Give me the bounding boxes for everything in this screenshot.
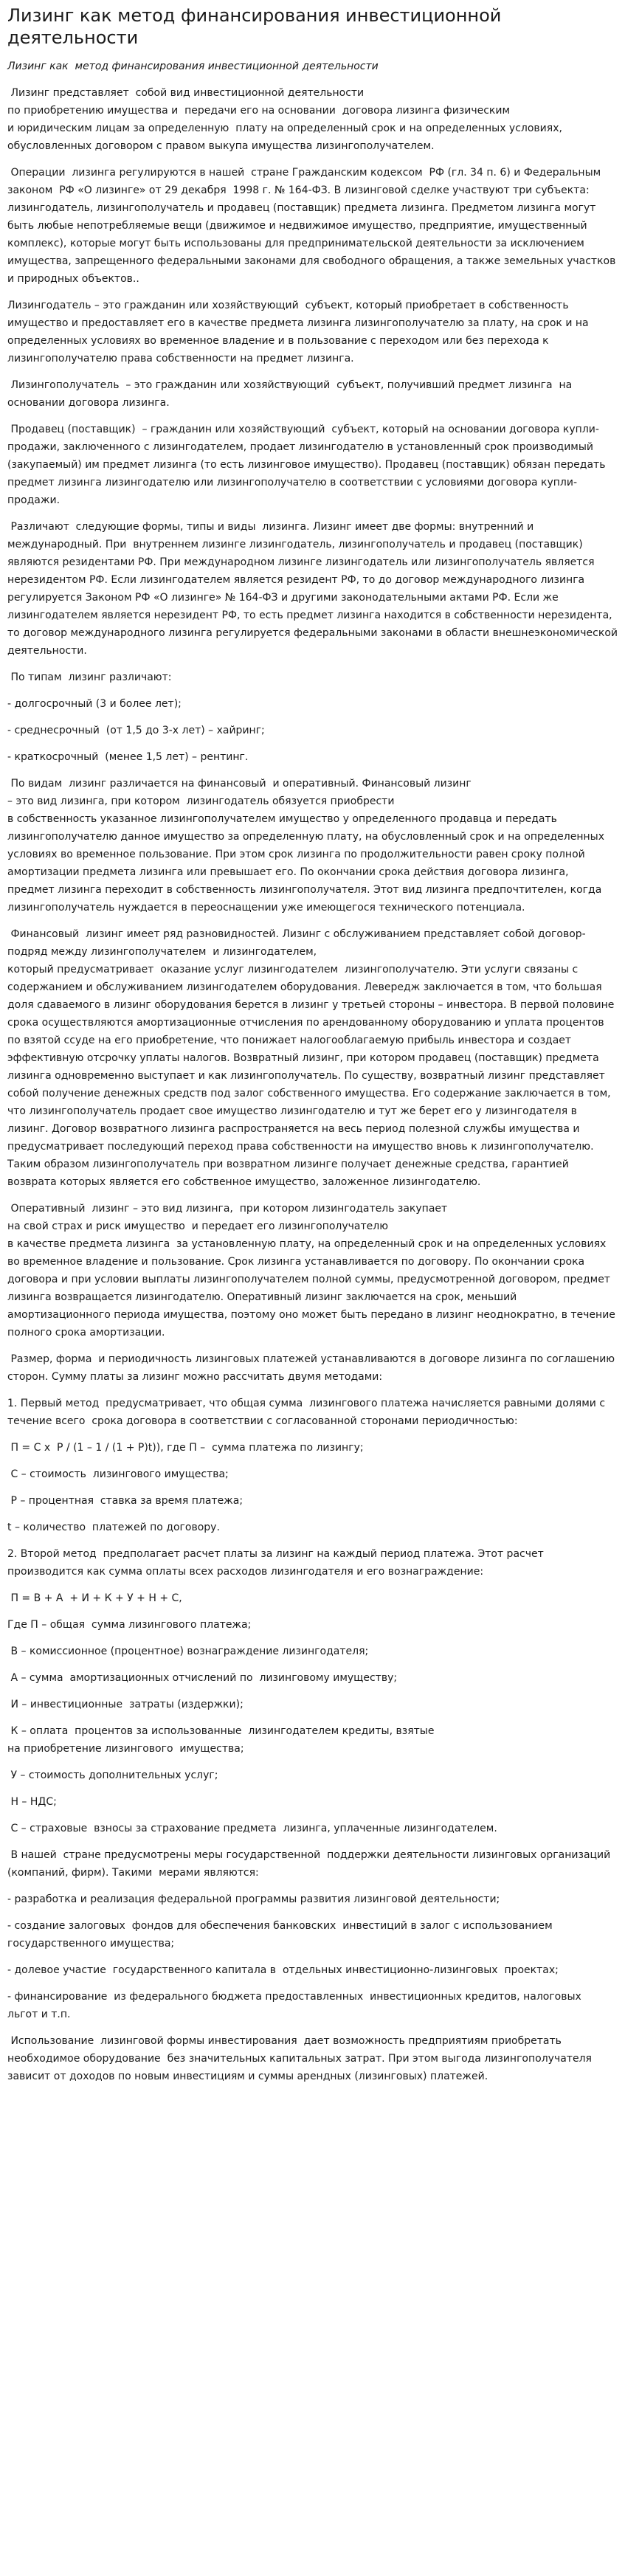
article-paragraph: - создание залоговых фондов для обеспечения банковских инвестиций в залог с использованием государственного имущества; (7, 1920, 559, 1950)
page-title: Лизинг как метод финансирования инвестиционной деятельности (7, 5, 502, 48)
article-paragraph: И – инвестиционные затраты (издержки); (7, 1699, 244, 1710)
article-subtitle: Лизинг как метод финансирования инвестиционной деятельности (7, 61, 379, 72)
article-paragraph: - долевое участие государственного капитала в отдельных инвестиционно-лизинговых проектах; (7, 1964, 559, 1976)
article-paragraph: По видам лизинг различается на финансовый и оперативный. Финансовый лизинг – это вид лизинга, при котором лизингодатель обязуется приобрести в собственность указанное лизингополучателем имущество у определенного продавца и передать лизингополучателю данное имущество за определенную плату, на обусловленный срок и на определенных условиях во временное пользование. При этом срок лизинга по продолжительности равен сроку полной амортизации предмета лизинга или превышает его. По окончании срока действия договора лизинга, предмет лизинга переходит в собственность лизингополучателя. Этот вид лизинга предпочтителен, когда лизингополучатель нуждается в переоснащении уже имеющегося технического потенциала. (7, 778, 604, 914)
article-paragraph: Н – НДС; (7, 1796, 57, 1808)
article-paragraph: Лизингодатель – это гражданин или хозяйствующий субъект, который приобретает в собственность имущество и предоставляет его в качестве предмета лизинга лизингополучателю за плату, на срок и на определенных условиях во временное владение и в пользование с переходом или без перехода к лизингополучателю права собственности на предмет лизинга. (7, 300, 593, 365)
article-paragraph: Оперативный лизинг – это вид лизинга, при котором лизингодатель закупает на свой страх и риск имущество и передает его лизингополучателю в качестве предмета лизинга за установленную плату, на определенный срок и на определенных условиях во временное владение и пользование. Срок лизинга устанавливается по договору. По окончании срока договора и при условии выплаты лизингополучателем полной суммы, предусмотренной договором, предмет лизинга возвращается лизингодателю. Оперативный лизинг заключается на срок, меньший амортизационного периода имущества, поэтому оно может быть передано в лизинг неоднократно, в течение полного срока амортизации. (7, 1203, 615, 1339)
article-paragraph: В – комиссионное (процентное) вознаграждение лизингодателя; (7, 1646, 369, 1657)
article-paragraph: - краткосрочный (менее 1,5 лет) – рентинг. (7, 751, 249, 763)
article-paragraph: t – количество платежей по договору. (7, 1522, 220, 1533)
article-paragraph: С – страховые взносы за страхование предмета лизинга, уплаченные лизингодателем. (7, 1823, 497, 1834)
article-paragraph: П = С х Р / (1 – 1 / (1 + Р)t)), где П – сумма платежа по лизингу; (7, 1442, 364, 1454)
article-paragraph: В нашей стране предусмотрены меры государственной поддержки деятельности лизинговых организаций (компаний, фирм). Такими мерами являются: (7, 1849, 614, 1879)
article-paragraph: По типам лизинг различают: (7, 671, 172, 683)
article-paragraph: С – стоимость лизингового имущества; (7, 1468, 229, 1480)
article-paragraph: К – оплата процентов за использованные лизингодателем кредиты, взятые на приобретение лизингового имущества; (7, 1725, 435, 1755)
article-paragraph: 2. Второй метод предполагает расчет платы за лизинг на каждый период платежа. Этот расчет производится как сумма оплаты всех расходов лизингодателя и его вознаграждение: (7, 1548, 548, 1578)
article-paragraph: Где П – общая сумма лизингового платежа; (7, 1619, 252, 1631)
article-paragraph: - среднесрочный (от 1,5 до 3-х лет) – хайринг; (7, 725, 265, 736)
article-paragraph: Финансовый лизинг имеет ряд разновидностей. Лизинг с обслуживанием представляет собой договор-подряд между лизингополучателем и лизингодателем, который предусматривает оказание услуг лизингодателем лизингополучателю. Эти услуги связаны с содержанием и обслуживанием лизингодателем оборудования. Левередж заключается в том, что большая доля сдаваемого в лизинг оборудования берется в лизинг у третьей стороны – инвестора. В первой половине срока осуществляются амортизационные отчисления по арендованному оборудованию и уплата процентов по взятой ссуде на его приобретение, что понижает налогооблагаемую прибыль инвестора и создает эффективную отсрочку уплаты налогов. Возвратный лизинг, при котором продавец (поставщик) предмета лизинга одновременно выступает и как лизингополучатель. По существу, возвратный лизинг представляет собой получение денежных средств под залог собственного имущества. Его содержание заключается в том, что лизингополучатель продает свое имущество лизингодателю и тут же берет его у лизингодателя в лизинг. Договор возвратного лизинга распространяется на весь период полезной службы имущества и предусматривает последующий переход права собственности на имущество вновь к лизингополучателю. Таким образом лизингополучатель при возвратном лизинге получает денежные средства, гарантией возврата которых является его собственное имущество, заложенное лизингодателю. (7, 928, 615, 1188)
article-paragraph: - финансирование из федерального бюджета предоставленных инвестиционных кредитов, налоговых льгот и т.п. (7, 1991, 588, 2020)
article-paragraph: П = В + А + И + К + У + Н + С, (7, 1592, 182, 1604)
article-body (7, 84, 621, 2085)
article-paragraph: 1. Первый метод предусматривает, что общая сумма лизингового платежа начисляется равными долями с течение всего срока договора в соответствии с согласованной сторонами периодичностью: (7, 1398, 609, 1427)
article-paragraph: Различают следующие формы, типы и виды лизинга. Лизинг имеет две формы: внутренний и международный. При внутреннем лизинге лизингодатель, лизингополучатель и продавец (поставщик) являются резидентами РФ. При международном лизинге лизингодатель или лизингополучатель является нерезидентом РФ. Если лизингодателем является резидент РФ, то до договор международного лизинга регулируется Законом РФ «О лизинге» № 164-ФЗ и другими законодательными актами РФ. Если же лизингодателем является нерезидент РФ, то есть предмет лизинга находится в собственности нерезидента, то договор международного лизинга регулируется федеральными законами в области внешнеэкономической деятельности. (7, 521, 621, 657)
article-paragraph: А – сумма амортизационных отчислений по лизинговому имуществу; (7, 1672, 398, 1684)
article-paragraph: Продавец (поставщик) – гражданин или хозяйствующий субъект, который на основании договора купли-продажи, заключенного с лизингодателем, продает лизингодателю в установленный срок производимый (закупаемый) им предмет лизинга (то есть лизинговое имущество). Продавец (поставщик) обязан передать предмет лизинга лизингодателю или лизингополучателю в соответствии с условиями договора купли-продажи. (7, 424, 609, 506)
article-paragraph: Лизингополучатель – это гражданин или хозяйствующий субъект, получивший предмет лизинга на основании договора лизинга. (7, 379, 576, 409)
article-paragraph: - долгосрочный (3 и более лет); (7, 698, 182, 710)
article-paragraph: Р – процентная ставка за время платежа; (7, 1495, 244, 1507)
article-paragraph: Использование лизинговой формы инвестирования дает возможность предприятиям приобретать необходимое оборудование без значительных капитальных затрат. При этом выгода лизингополучателя зависит от доходов по новым инвестициям и суммы арендных (лизинговых) платежей. (7, 2035, 595, 2082)
article-paragraph: Операции лизинга регулируются в нашей стране Гражданским кодексом РФ (гл. 34 п. 6) и Федеральным законом РФ «О лизинге» от 29 декабря 1998 г. № 164-ФЗ. В лизинговой сделке участвуют три субъекта: лизингодатель, лизингополучатель и продавец (поставщик) предмета лизинга. Предметом лизинга могут быть любые непотребляемые вещи (движимое и недвижимое имущество, предприятие, имущественный комплекс), которые могут быть использованы для предпринимательской деятельности за исключением имущества, запрещенного федеральными законами для свободного обращения, а также земельных участков и природных объектов.. (7, 167, 619, 285)
article-paragraph: У – стоимость дополнительных услуг; (7, 1769, 218, 1781)
article-paragraph: - разработка и реализация федеральной программы развития лизинговой деятельности; (7, 1893, 500, 1905)
article-paragraph: Размер, форма и периодичность лизинговых платежей устанавливаются в договоре лизинга по соглашению сторон. Сумму платы за лизинг можно рассчитать двумя методами: (7, 1353, 618, 1383)
article-paragraph: Лизинг представляет собой вид инвестиционной деятельности по приобретению имущества и передачи его на основании договора лизинга физическим и юридическим лицам за определенную плату на определенный срок и на определенных условиях, обусловленных договором с правом выкупа имущества лизингополучателем. (7, 87, 562, 152)
